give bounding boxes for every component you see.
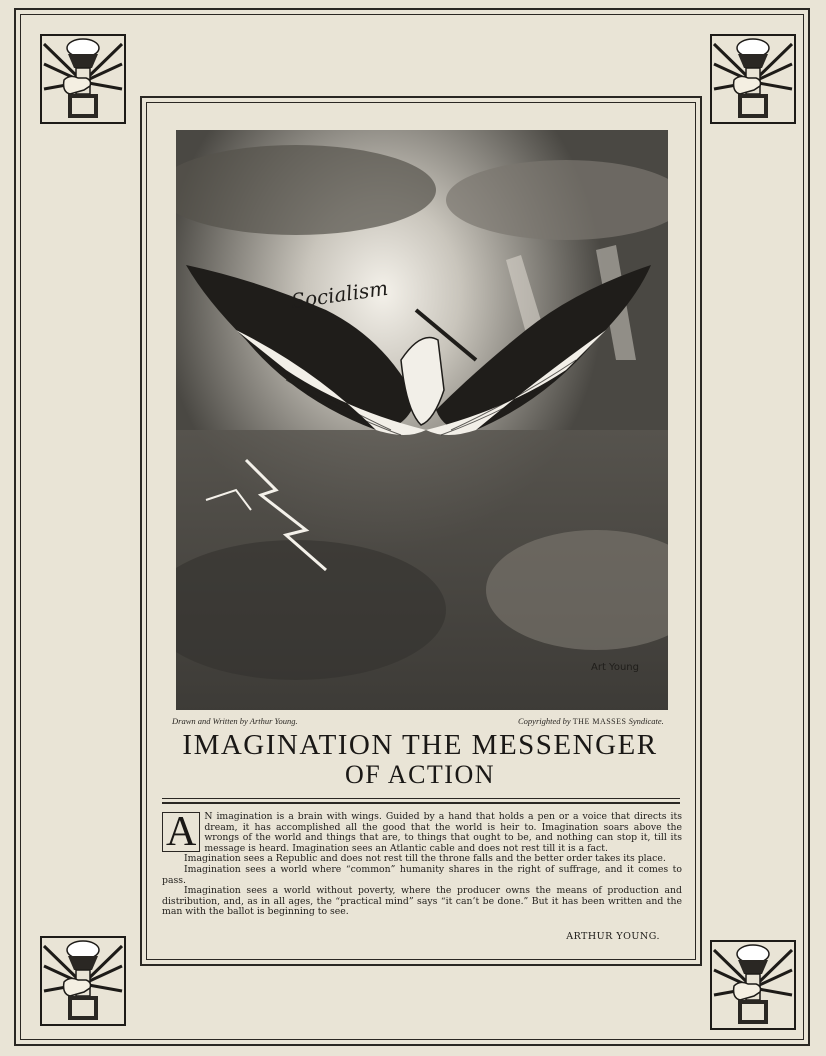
article-body	[162, 809, 682, 918]
divider	[162, 798, 680, 799]
winged-pen-illustration	[176, 130, 668, 710]
page-title-line-2: OF ACTION	[344, 760, 495, 789]
torch-ornament-icon	[40, 34, 126, 124]
socialism-banner-text: Socialism	[289, 275, 390, 314]
divider	[162, 802, 680, 804]
article-paragraph: Imagination sees a world without poverty, where the producer owns the means of production and distribution, and, as in all ages, the “practical mind” says “it can’t be done.” But it has been written and the man with the ballot is beginning to see.	[162, 885, 682, 918]
credit-drawn-by: Drawn and Written by Arthur Young.	[172, 716, 298, 726]
torch-ornament-icon	[710, 940, 796, 1030]
credit-copyright-prefix: Copyrighted by	[518, 716, 571, 726]
credit-copyright	[518, 716, 664, 726]
article-paragraph: Imagination sees a world where “common” humanity shares in the right of suffrage, and it comes to pass.	[162, 863, 682, 886]
drop-cap: A	[162, 812, 200, 852]
article-paragraph	[162, 809, 682, 855]
credit-copyright-name: THE MASSES	[572, 717, 627, 726]
page-title-line-1: IMAGINATION THE MESSENGER	[182, 729, 658, 761]
author-signature: ARTHUR YOUNG.	[566, 931, 660, 942]
article-paragraph: Imagination sees a Republic and does not rest till the throne falls and the better order takes its place.	[184, 853, 666, 865]
torch-ornament-icon	[710, 34, 796, 124]
credit-copyright-suffix: Syndicate.	[628, 716, 664, 726]
artist-signature: Art Young	[591, 662, 639, 673]
torch-ornament-icon	[40, 936, 126, 1026]
article-paragraph-1-text: N imagination is a brain with wings. Guided by a hand that holds a pen or a voice that directs its dream, it has accomplished all the good that the world is heir to. Imagination soars above the wrongs of the world and things that are, to things that ought to be, and nothing can stop it, till its message is heard. Imagination sees an Atlantic cable and does not rest till it is a fact.	[204, 811, 682, 854]
